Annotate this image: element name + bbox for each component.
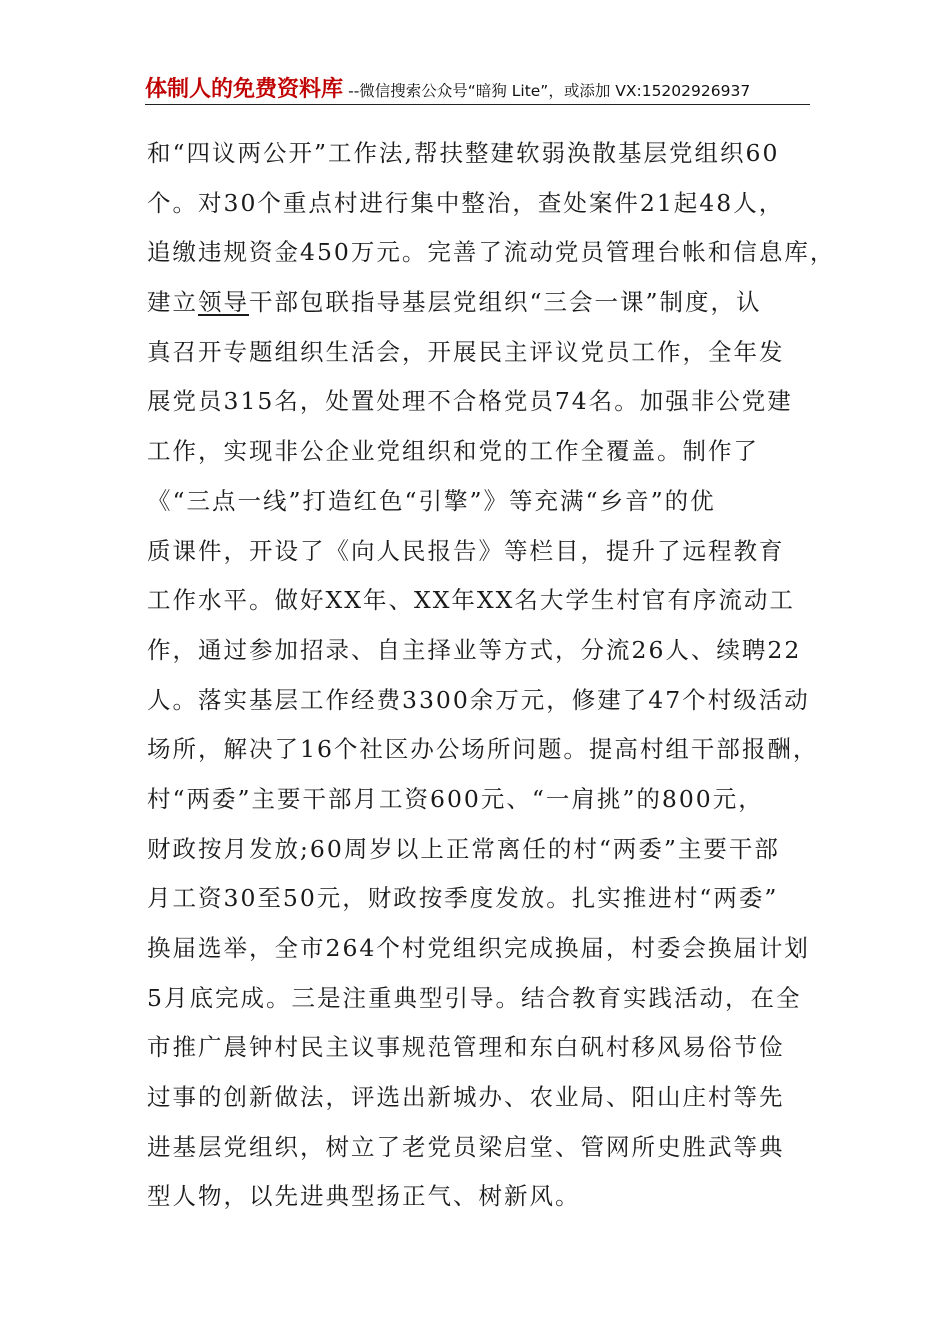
- text-line: 村“两委”主要干部月工资600元、“一肩挑”的800元，: [147, 784, 764, 813]
- text-segment: 干部包联指导基层党组织“三会一课”制度，认: [249, 288, 762, 317]
- header-divider: [145, 104, 810, 105]
- text-line: 和“四议两公开”工作法,帮扶整建软弱涣散基层党组织60: [147, 139, 780, 167]
- underlined-text: 领导: [198, 288, 249, 317]
- text-line: 工作水平。做好XX年、XX年XX名大学生村官有序流动工: [147, 586, 795, 615]
- text-line: 真召开专题组织生活会，开展民主评议党员工作，全年发: [147, 337, 785, 366]
- text-line: 场所，解决了16个社区办公场所问题。提高村组干部报酬，: [147, 735, 819, 764]
- text-line: 型人物，以先进典型扬正气、树新风。: [147, 1182, 581, 1211]
- text-line: 个。对30个重点村进行集中整治，查处案件21起48人，: [147, 188, 785, 217]
- text-line: 《“三点一线”打造红色“引擎”》等充满“乡音”的优: [147, 486, 716, 515]
- header-brand: 体制人的免费资料库: [145, 77, 344, 102]
- text-line: 追缴违规资金450万元。完善了流动党员管理台帐和信息库，: [147, 238, 836, 267]
- text-line: 财政按月发放;60周岁以上正常离任的村“两委”主要干部: [147, 834, 780, 863]
- text-line: 人。落实基层工作经费3300余万元，修建了47个村级活动: [147, 685, 810, 714]
- body-paragraph: [147, 129, 836, 1222]
- text-segment: 建立: [147, 288, 198, 317]
- text-line: 市推广晨钟村民主议事规范管理和东白矾村移风易俗节俭: [147, 1033, 785, 1062]
- text-line: 工作，实现非公企业党组织和党的工作全覆盖。制作了: [147, 437, 759, 466]
- text-line: [147, 278, 827, 328]
- text-line: 作，通过参加招录、自主择业等方式，分流26人、续聘22: [147, 635, 802, 664]
- text-line: 月工资30至50元，财政按季度发放。扎实推进村“两委”: [147, 884, 779, 913]
- text-line: 进基层党组织，树立了老党员梁启堂、管网所史胜武等典: [147, 1132, 785, 1161]
- document-header: [145, 72, 810, 106]
- text-line: 换届选举，全市264个村党组织完成换届，村委会换届计划: [147, 934, 810, 962]
- text-line: 质课件，开设了《向人民报告》等栏目，提升了远程教育: [147, 536, 785, 565]
- header-subtitle: --微信搜索公众号“暗狗 Lite”，或添加 VX:15202926937: [348, 82, 751, 100]
- text-line: 过事的创新做法，评选出新城办、农业局、阳山庄村等先: [147, 1083, 785, 1112]
- text-line: 展党员315名，处置处理不合格党员74名。加强非公党建: [147, 387, 793, 416]
- text-line: 5月底完成。三是注重典型引导。结合教育实践活动，在全: [147, 983, 802, 1012]
